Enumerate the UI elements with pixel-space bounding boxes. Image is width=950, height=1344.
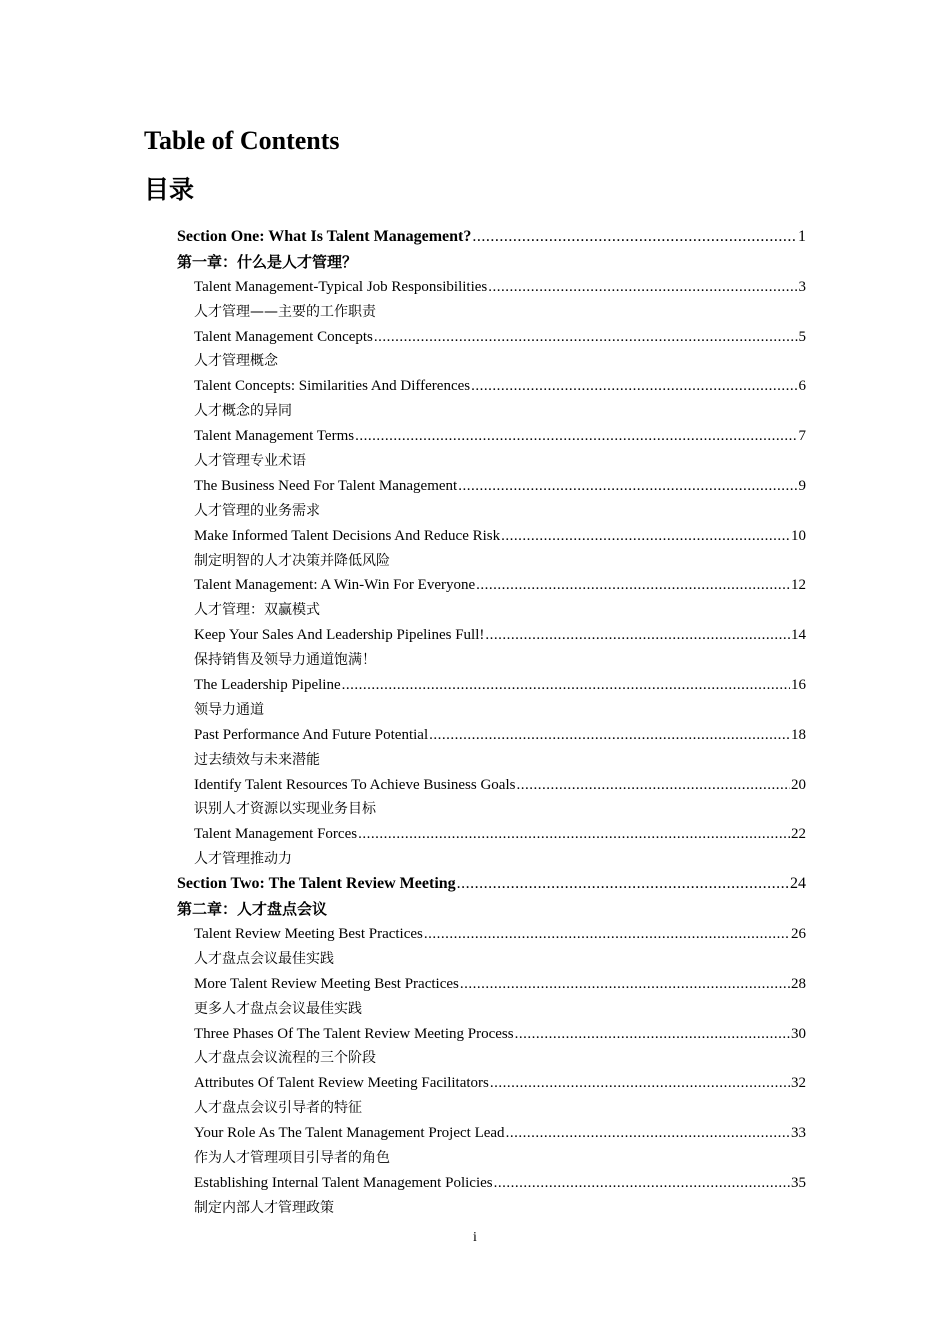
dot-leader [342,673,790,698]
toc-row [0,1146,950,1171]
toc-entry-line[interactable] [194,1022,806,1047]
toc-entry-title-chinese: 人才盘点会议最佳实践 [194,950,334,967]
dot-leader [472,225,797,250]
page-number-footer: i [473,1230,477,1245]
toc-section-line[interactable] [177,872,806,897]
dot-leader [515,1022,790,1047]
toc-page-number: 24 [790,875,806,893]
toc-entry-line[interactable] [194,773,806,798]
toc-page-number: 5 [798,328,806,345]
toc-entry-line[interactable] [194,275,806,300]
dot-leader [485,623,790,648]
toc-entry-line[interactable] [194,1071,806,1096]
toc-entry-line[interactable] [194,1121,806,1146]
toc-row [0,922,950,947]
toc-entry-title-chinese: 人才盘点会议引导者的特征 [194,1100,362,1117]
toc-row [0,822,950,847]
toc-row [0,1171,950,1196]
toc-entry-title: Three Phases Of The Talent Review Meeting Process [194,1025,514,1042]
toc-entry-title: Identify Talent Resources To Achieve Business Goals [194,776,516,793]
toc-entry-title-chinese: 制定明智的人才决策并降低风险 [194,552,390,569]
toc-page-number: 26 [791,925,806,942]
toc-entry-title-chinese: 人才管理概念 [194,353,278,370]
toc-entry-title: The Business Need For Talent Management [194,477,458,494]
toc-section-line[interactable] [177,225,806,250]
toc-page-number: 30 [791,1025,806,1042]
toc-entry-title: Establishing Internal Talent Management Policies [194,1174,493,1191]
toc-entry-title-chinese: 更多人才盘点会议最佳实践 [194,1000,362,1017]
toc-entry-line[interactable] [194,325,806,350]
toc-page-number: 6 [798,378,806,395]
toc-row [0,1022,950,1047]
toc-entry-line[interactable] [194,573,806,598]
toc-page-number: 20 [791,776,806,793]
toc-entry-title-chinese: 识别人才资源以实现业务目标 [194,801,376,818]
toc-page-number: 32 [791,1075,806,1092]
toc-page-number: 33 [791,1125,806,1142]
dot-leader [506,1121,790,1146]
toc-row [0,1196,950,1221]
dot-leader [494,1171,790,1196]
page-title: Table of Contents [144,126,340,155]
toc-row [0,673,950,698]
toc-page-number: 7 [798,428,806,445]
toc-row [0,797,950,822]
toc-page-number: 3 [798,278,806,295]
toc-section-title: Section One: What Is Talent Management? [177,228,472,245]
toc-row [0,698,950,723]
dot-leader [374,325,798,350]
toc-page-number: 16 [791,677,806,694]
toc-page-number: 9 [798,477,806,494]
toc-row [0,847,950,872]
toc-row [0,250,950,275]
dot-leader [358,822,790,847]
toc-row [0,623,950,648]
toc-entry-title-chinese: 保持销售及领导力通道饱满！ [194,652,376,669]
toc-row [0,872,950,897]
toc-entry-title: Talent Review Meeting Best Practices [194,925,423,942]
toc-row [0,325,950,350]
dot-leader [458,474,797,499]
toc-row [0,349,950,374]
toc-section-title-chinese: 第一章：什么是人才管理？ [177,252,358,271]
dot-leader [516,773,790,798]
toc-section-title-chinese: 第二章：人才盘点会议 [177,900,328,919]
dot-leader [490,1071,790,1096]
toc-row [0,1071,950,1096]
toc-entry-title-chinese: 人才盘点会议流程的三个阶段 [194,1050,376,1067]
toc-entry-title: Your Role As The Talent Management Project Lead [194,1125,505,1142]
toc-row [0,748,950,773]
dot-leader [476,573,790,598]
toc-page-number: 28 [791,975,806,992]
toc-page-number: 22 [791,826,806,843]
page-title-chinese: 目录 [144,175,195,204]
toc-row [0,947,950,972]
dot-leader [355,424,797,449]
toc-row [0,549,950,574]
toc-entry-line[interactable] [194,723,806,748]
toc-entry-title-chinese: 人才管理的业务需求 [194,502,320,519]
toc-entry-line[interactable] [194,1171,806,1196]
dot-leader [460,972,790,997]
toc-row [0,449,950,474]
toc-entry-title: Talent Management: A Win-Win For Everyone [194,577,476,594]
toc-entry-title: Talent Management Forces [194,826,358,843]
toc-row [0,598,950,623]
toc-entry-title-chinese: 人才概念的异同 [194,403,292,420]
toc-row [0,972,950,997]
toc-row [0,773,950,798]
toc-entry-title: Past Performance And Future Potential [194,726,429,743]
toc-row [0,997,950,1022]
toc-entry-line[interactable] [194,424,806,449]
toc-entry-title-chinese: 人才管理——主要的工作职责 [194,303,376,320]
dot-leader [471,374,797,399]
toc-page-number: 35 [791,1174,806,1191]
toc-entry-line[interactable] [194,374,806,399]
dot-leader [424,922,790,947]
toc-page-number: 10 [791,527,806,544]
toc-row [0,1046,950,1071]
toc-row [0,1121,950,1146]
toc-page-number: 12 [791,577,806,594]
toc-row [0,524,950,549]
toc-entry-line[interactable] [194,524,806,549]
toc-entry-line[interactable] [194,972,806,997]
toc-row [0,374,950,399]
toc-entry-title-chinese: 人才管理推动力 [194,851,292,868]
toc-entry-line[interactable] [194,474,806,499]
table-of-contents [0,225,950,1221]
toc-entry-title-chinese: 领导力通道 [194,701,264,718]
toc-section-title: Section Two: The Talent Review Meeting [177,875,456,893]
toc-entry-title: Attributes Of Talent Review Meeting Facilitators [194,1075,489,1092]
toc-row [0,300,950,325]
toc-row [0,424,950,449]
toc-row [0,897,950,922]
toc-entry-title: Make Informed Talent Decisions And Reduce Risk [194,527,501,544]
toc-row [0,474,950,499]
toc-row [0,1096,950,1121]
toc-entry-title: Talent Concepts: Similarities And Differences [194,378,471,395]
toc-entry-title: Talent Management Terms [194,428,355,445]
dot-leader [457,872,789,897]
toc-entry-line[interactable] [194,822,806,847]
toc-entry-title-chinese: 制定内部人才管理政策 [194,1199,334,1216]
toc-row [0,275,950,300]
toc-row [0,399,950,424]
toc-entry-title: Talent Management Concepts [194,328,373,345]
dot-leader [488,275,797,300]
toc-row [0,225,950,250]
toc-page-number: 1 [798,228,806,245]
toc-entry-title: More Talent Review Meeting Best Practices [194,975,459,992]
toc-entry-title-chinese: 作为人才管理项目引导者的角色 [194,1149,390,1166]
toc-entry-line[interactable] [194,623,806,648]
toc-row [0,499,950,524]
toc-entry-line[interactable] [194,673,806,698]
toc-row [0,648,950,673]
toc-entry-title-chinese: 过去绩效与未来潜能 [194,751,320,768]
toc-entry-title: Keep Your Sales And Leadership Pipelines Full! [194,627,485,644]
toc-entry-title: The Leadership Pipeline [194,677,341,694]
toc-entry-title-chinese: 人才管理：双赢模式 [194,602,320,619]
toc-entry-line[interactable] [194,922,806,947]
toc-row [0,573,950,598]
dot-leader [429,723,790,748]
toc-entry-title-chinese: 人才管理专业术语 [194,453,306,470]
toc-entry-title: Talent Management-Typical Job Responsibilities [194,278,488,295]
toc-page-number: 14 [791,627,806,644]
toc-row [0,723,950,748]
dot-leader [501,524,790,549]
toc-page-number: 18 [791,726,806,743]
